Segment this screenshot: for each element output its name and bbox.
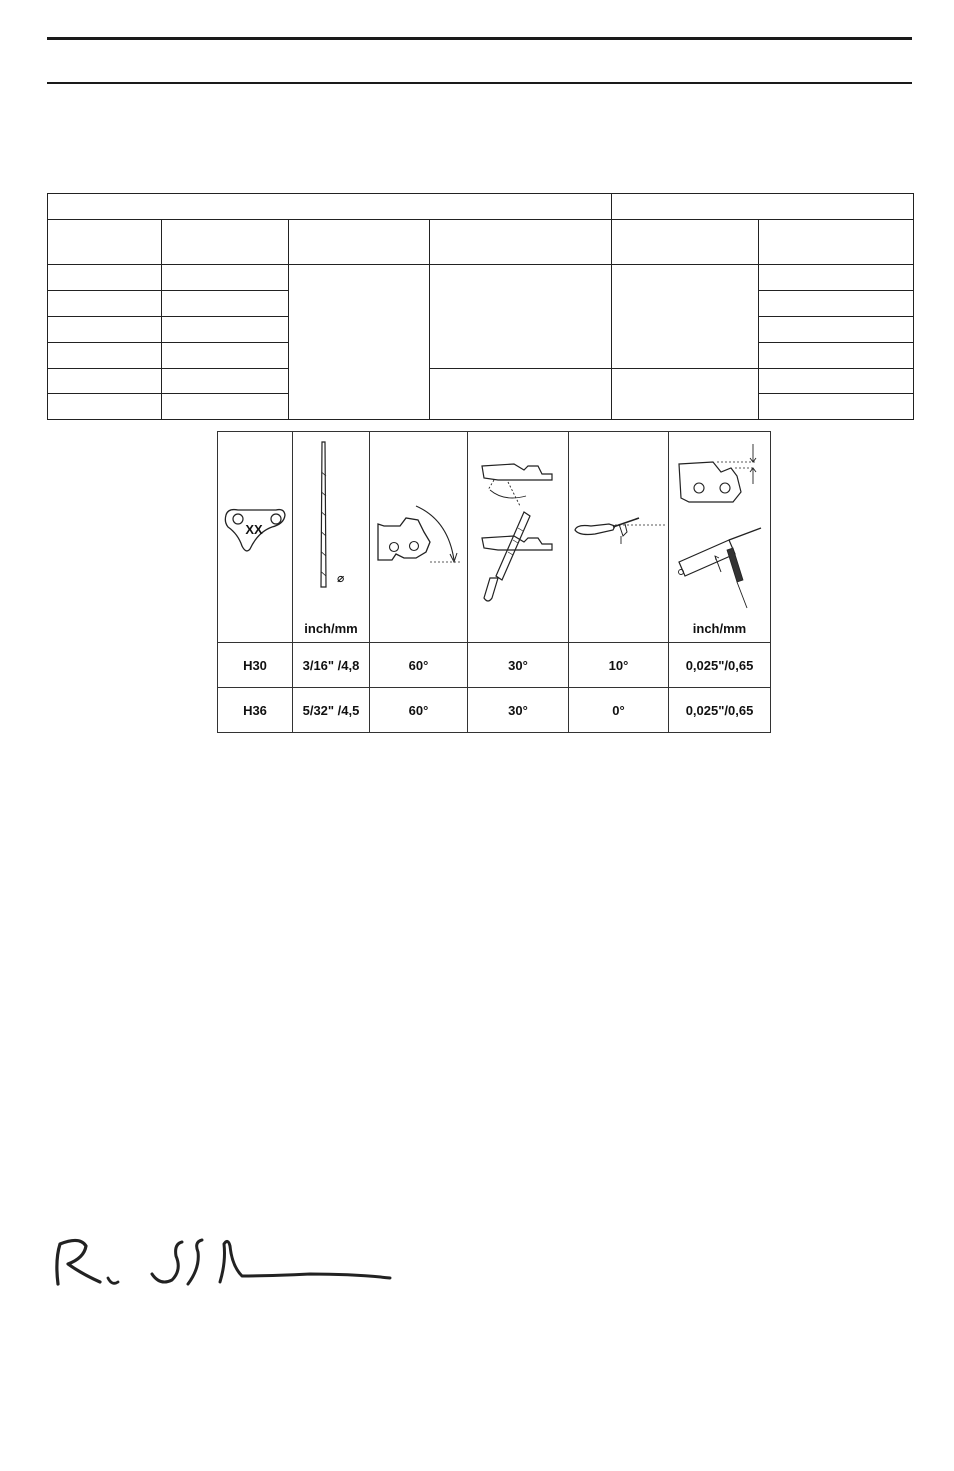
holder-tilt-cell: 10° bbox=[569, 643, 669, 688]
table-cell bbox=[759, 265, 914, 291]
spec-table-group-header-right bbox=[612, 194, 914, 220]
table-cell bbox=[162, 369, 289, 394]
table-cell bbox=[162, 317, 289, 343]
spec-table-header-cell bbox=[612, 220, 759, 265]
sharpening-chart bbox=[217, 431, 771, 733]
illustration-cell-top-plate-angle bbox=[370, 432, 468, 643]
header-rule-top bbox=[47, 37, 912, 40]
table-cell bbox=[759, 369, 914, 394]
table-cell-merged bbox=[430, 369, 612, 420]
table-cell bbox=[48, 343, 162, 369]
table-cell bbox=[48, 265, 162, 291]
illustration-cell-holder-tilt bbox=[569, 432, 669, 643]
header-rule-bottom bbox=[47, 82, 912, 84]
table-cell bbox=[759, 317, 914, 343]
sharpening-chart-illustration-row bbox=[218, 432, 771, 643]
table-cell-merged bbox=[289, 265, 430, 420]
round-file-icon bbox=[293, 432, 370, 642]
table-cell-merged bbox=[612, 265, 759, 369]
illustration-cell-filing-angle bbox=[468, 432, 569, 643]
table-cell bbox=[48, 291, 162, 317]
table-cell bbox=[48, 317, 162, 343]
depth-gauge-setting-icon bbox=[669, 432, 771, 642]
table-cell bbox=[48, 369, 162, 394]
table-row bbox=[218, 643, 771, 688]
table-row bbox=[48, 265, 914, 291]
table-row bbox=[48, 369, 914, 394]
illustration-cell-file bbox=[293, 432, 370, 643]
spec-table-group-header-left bbox=[48, 194, 612, 220]
spec-table-group-header-row bbox=[48, 194, 914, 220]
table-cell bbox=[759, 291, 914, 317]
table-cell bbox=[162, 394, 289, 420]
chain-gauge-xx-icon bbox=[218, 432, 293, 642]
table-cell-merged bbox=[612, 369, 759, 420]
file-holder-tilt-icon bbox=[569, 432, 669, 642]
file-position-30deg-icon bbox=[468, 432, 569, 642]
spec-table-header-cell bbox=[48, 220, 162, 265]
gauge-label: XX bbox=[245, 522, 263, 537]
depth-gauge-cell: 0,025"/0,65 bbox=[669, 688, 771, 733]
file-diameter-cell: 5/32" /4,5 bbox=[293, 688, 370, 733]
illustration-cell-gauge bbox=[218, 432, 293, 643]
spec-table-header-cell bbox=[759, 220, 914, 265]
table-cell bbox=[759, 394, 914, 420]
filing-angle-cell: 30° bbox=[468, 688, 569, 733]
filing-angle-cell: 30° bbox=[468, 643, 569, 688]
spec-table-header-cell bbox=[162, 220, 289, 265]
top-plate-angle-cell: 60° bbox=[370, 643, 468, 688]
table-cell bbox=[162, 265, 289, 291]
spec-table-header-cell bbox=[289, 220, 430, 265]
file-diameter-cell: 3/16" /4,8 bbox=[293, 643, 370, 688]
depth-gauge-unit-label: inch/mm bbox=[692, 621, 747, 636]
spec-table-header-cell bbox=[430, 220, 612, 265]
chain-type-cell: H30 bbox=[218, 643, 293, 688]
table-cell bbox=[162, 291, 289, 317]
spec-table bbox=[47, 193, 914, 420]
table-row bbox=[218, 688, 771, 733]
top-plate-angle-cell: 60° bbox=[370, 688, 468, 733]
illustration-cell-depth-gauge bbox=[669, 432, 771, 643]
table-cell-merged bbox=[430, 265, 612, 369]
chain-type-cell: H36 bbox=[218, 688, 293, 733]
spec-table-header-row bbox=[48, 220, 914, 265]
handwritten-signature bbox=[48, 1232, 398, 1297]
file-diameter-unit-label: inch/mm bbox=[304, 621, 358, 636]
holder-tilt-cell: 0° bbox=[569, 688, 669, 733]
diameter-symbol: ⌀ bbox=[337, 571, 345, 585]
depth-gauge-cell: 0,025"/0,65 bbox=[669, 643, 771, 688]
table-cell bbox=[759, 343, 914, 369]
table-cell bbox=[162, 343, 289, 369]
table-cell bbox=[48, 394, 162, 420]
top-plate-filing-angle-icon bbox=[370, 432, 468, 642]
